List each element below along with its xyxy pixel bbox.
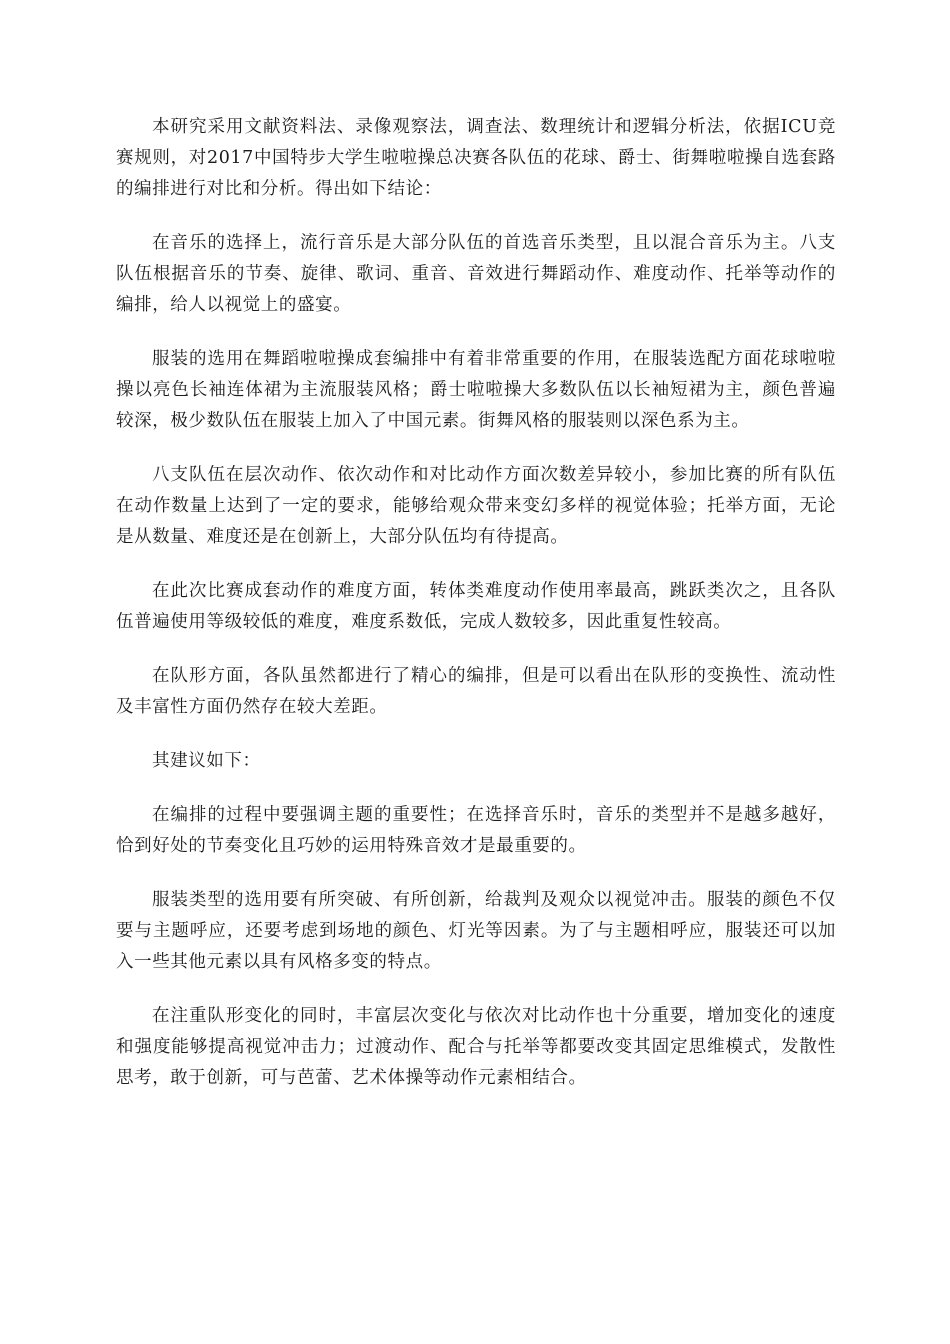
paragraph-suggestion-costume: 服装类型的选用要有所突破、有所创新，给裁判及观众以视觉冲击。服装的颜色不仅要与主题呼应，还要考虑到场地的颜色、灯光等因素。为了与主题相呼应，服装还可以加入一些其他元素以具有风格多变的特点。	[116, 890, 836, 972]
paragraph-suggestion-formation: 在注重队形变化的同时，丰富层次变化与依次对比动作也十分重要，增加变化的速度和强度能够提高视觉冲击力；过渡动作、配合与托举等都要改变其固定思维模式，发散性思考，敢于创新，可与芭蕾、艺术体操等动作元素相结合。	[116, 1006, 836, 1088]
paragraph-formation: 在队形方面，各队虽然都进行了精心的编排，但是可以看出在队形的变换性、流动性及丰富性方面仍然存在较大差距。	[116, 666, 836, 717]
document-body	[116, 112, 836, 1117]
paragraph-suggestion-music: 在编排的过程中要强调主题的重要性；在选择音乐时，音乐的类型并不是越多越好，恰到好处的节奏变化且巧妙的运用特殊音效才是最重要的。	[116, 805, 836, 856]
paragraph-difficulty: 在此次比赛成套动作的难度方面，转体类难度动作使用率最高，跳跃类次之，且各队伍普遍使用等级较低的难度，难度系数低，完成人数较多，因此重复性较高。	[116, 581, 836, 632]
paragraph-movements: 八支队伍在层次动作、依次动作和对比动作方面次数差异较小，参加比赛的所有队伍在动作数量上达到了一定的要求，能够给观众带来变幻多样的视觉体验；托举方面，无论是从数量、难度还是在创新上，大部分队伍均有待提高。	[116, 465, 836, 547]
paragraph-methods: 本研究采用文献资料法、录像观察法，调查法、数理统计和逻辑分析法，依据ICU竞赛规则，对2017中国特步大学生啦啦操总决赛各队伍的花球、爵士、街舞啦啦操自选套路的编排进行对比和分析。得出如下结论：	[116, 117, 836, 199]
paragraph-music: 在音乐的选择上，流行音乐是大部分队伍的首选音乐类型，且以混合音乐为主。八支队伍根据音乐的节奏、旋律、歌词、重音、音效进行舞蹈动作、难度动作、托举等动作的编排，给人以视觉上的盛宴。	[116, 233, 836, 315]
paragraph-suggestions-heading: 其建议如下：	[152, 751, 261, 771]
paragraph-costume: 服装的选用在舞蹈啦啦操成套编排中有着非常重要的作用，在服装选配方面花球啦啦操以亮色长袖连体裙为主流服装风格；爵士啦啦操大多数队伍以长袖短裙为主，颜色普遍较深，极少数队伍在服装上加入了中国元素。街舞风格的服装则以深色系为主。	[116, 349, 836, 431]
